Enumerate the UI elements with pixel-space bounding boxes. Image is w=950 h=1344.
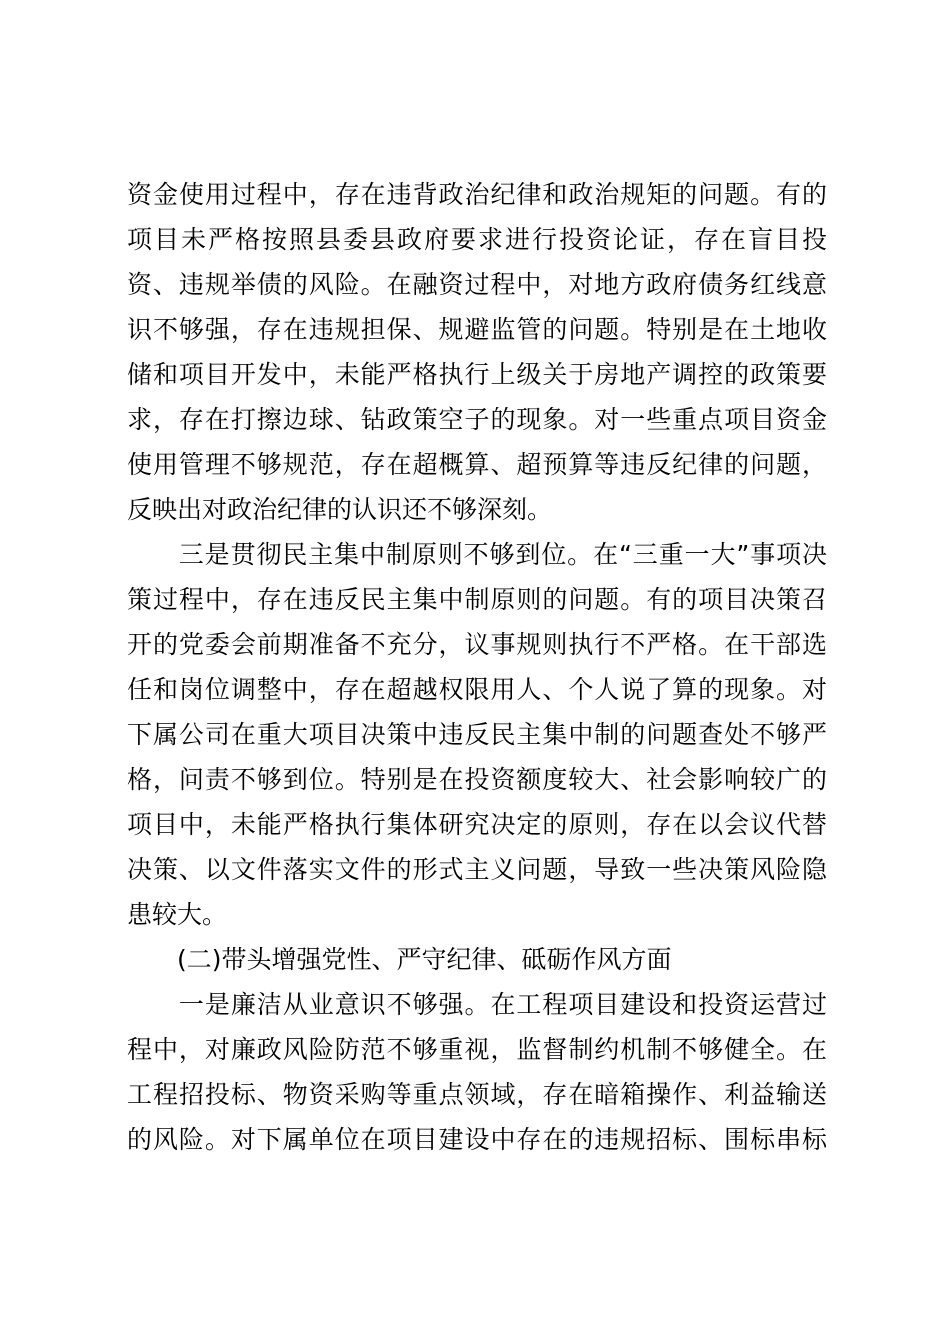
text-line-7: 使用管理不够规范，存在超概算、超预算等违反纪律的问题，	[127, 450, 827, 479]
text-line-2: 项目未严格按照县委县政府要求进行投资论证，存在盲目投	[127, 225, 827, 254]
text-line-22: 的风险。对下属单位在项目建设中存在的违规招标、围标串标	[127, 1125, 827, 1154]
text-line-16: 决策、以文件落实文件的形式主义问题，导致一些决策风险隐	[127, 855, 827, 884]
text-line-6: 求，存在打擦边球、钻政策空子的现象。对一些重点项目资金	[127, 405, 827, 434]
section-heading: (二)带头增强党性、严守纪律、砥砺作风方面	[127, 945, 672, 974]
text-line-4: 识不够强，存在违规担保、规避监管的问题。特别是在土地收	[127, 315, 827, 344]
text-line-17: 患较大。	[127, 900, 228, 929]
text-line-20: 程中，对廉政风险防范不够重视，监督制约机制不够健全。在	[127, 1035, 827, 1064]
text-line-11: 开的党委会前期准备不充分，议事规则执行不严格。在干部选	[127, 630, 827, 659]
body-text	[127, 172, 827, 1162]
text-line-12: 任和岗位调整中，存在超越权限用人、个人说了算的现象。对	[127, 675, 827, 704]
text-line-10: 策过程中，存在违反民主集中制原则的问题。有的项目决策召	[127, 585, 827, 614]
text-line-8: 反映出对政治纪律的认识还不够深刻。	[127, 495, 553, 524]
text-line-13: 下属公司在重大项目决策中违反民主集中制的问题查处不够严	[127, 720, 827, 749]
text-line-19: 一是廉洁从业意识不够强。在工程项目建设和投资运营过	[127, 990, 827, 1019]
text-line-14: 格，问责不够到位。特别是在投资额度较大、社会影响较广的	[127, 765, 827, 794]
text-line-5: 储和项目开发中，未能严格执行上级关于房地产调控的政策要	[127, 360, 827, 389]
text-line-21: 工程招投标、物资采购等重点领域，存在暗箱操作、利益输送	[127, 1080, 827, 1109]
text-line-1: 资金使用过程中，存在违背政治纪律和政治规矩的问题。有的	[127, 180, 827, 209]
text-line-15: 项目中，未能严格执行集体研究决定的原则，存在以会议代替	[127, 810, 827, 839]
text-line-3: 资、违规举债的风险。在融资过程中，对地方政府债务红线意	[127, 270, 827, 299]
text-line-9: 三是贯彻民主集中制原则不够到位。在“三重一大”事项决	[127, 540, 827, 569]
